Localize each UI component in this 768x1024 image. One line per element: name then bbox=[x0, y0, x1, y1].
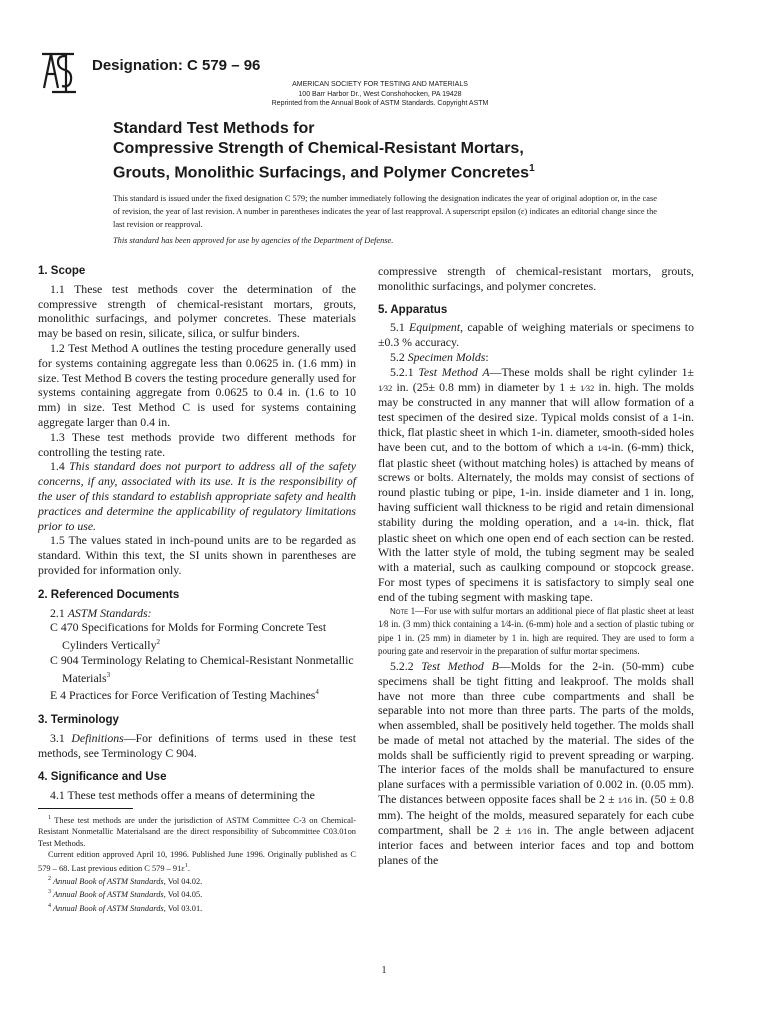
section-heading: 3. Terminology bbox=[38, 714, 119, 727]
paragraph: 1.4 This standard does not purport to address all of the safety concerns, if any, associated with its use. It is the responsibility of the user of this standard to establish appropriate safety and health practices and determine the applicability of regulatory limitations prior to use. bbox=[38, 459, 356, 533]
paragraph: 5.2 Specimen Molds: bbox=[390, 349, 489, 364]
reprint-notice: Reprinted from the Annual Book of ASTM Standards. Copyright ASTM bbox=[271, 100, 489, 107]
note: Note 1—For use with sulfur mortars an additional piece of flat plastic sheet at least 1⁄8 in. (3 mm) thick containing a 1⁄4-in. (6-mm) hole and a section of plastic tubing or pipe 1 in. (25 mm) in diameter by 1 in. high are required. They are used to form a pouring gate and reservoir in the preparation of sulfur mortar specimens. bbox=[378, 605, 694, 657]
designation: Designation: C 579 – 96 bbox=[92, 57, 261, 74]
paragraph: 1.3 These test methods provide two different methods for controlling the testing rate. bbox=[38, 429, 356, 459]
paragraph: 3.1 Definitions—For definitions of terms used in these test methods, see Terminology C 904. bbox=[38, 730, 356, 760]
footnote: $^3$ Annual Book of ASTM Standards, Vol 04.05. bbox=[48, 889, 203, 900]
page-number: 1 bbox=[381, 965, 387, 976]
title-line: Compressive Strength of Chemical-Resistant Mortars, bbox=[113, 140, 524, 157]
paragraph: compressive strength of chemical-resistant mortars, grouts, monolithic surfacings, and polymer concretes. bbox=[378, 264, 694, 293]
left-column bbox=[38, 264, 356, 803]
reference-item: C 904 Terminology Relating to Chemical-Resistant Nonmetallic Materials$^3$ bbox=[50, 652, 354, 685]
section-heading: 1. Scope bbox=[38, 265, 86, 277]
paragraph: 1.5 The values stated in inch-pound units are to be regarded as standard. Within this text, the SI units shown in parentheses are provided for information only. bbox=[38, 533, 356, 577]
section-heading: 5. Apparatus bbox=[378, 303, 448, 316]
right-column bbox=[378, 264, 694, 868]
footnote: $^1$ These test methods are under the jurisdiction of ASTM Committee C-3 on Chemical-Resistant Nonmetallic Materialsand are the direct responsibility of Subcommittee C03.01on Test Methods. bbox=[38, 815, 356, 848]
footnote-divider bbox=[38, 808, 133, 809]
paragraph: 5.2.1 Test Method A—These molds shall be right cylinder 1± 1⁄32 in. (25± 0.8 mm) in diameter by 1 ± 1⁄32 in. high. The molds may be constructed in any manner that will allow formation of a test specimen of the desired size. Typical molds consist of a 1-in. thick, flat plastic sheet in which 1-in. diameter, smooth-sided holes have been cut, and to the bottom of which a 1⁄4-in. (6-mm) thick, flat plastic sheet (without matching holes) is attached by means of screws or bolts. Alternately, the molds may consist of sections of round plastic tubing or pipe, 1-in. inside diameter and 1 in. long, having sufficient wall thickness to be rigid and retain dimensional stability during the molding operation, and a 1⁄4-in. thick, flat plastic sheet on which one open end of each section can be rested. With the latter style of mold, the tubing segment may be sealed with a material, such as caulking compound or stopcock grease. For most types of specimens it is satisfactory to simply seal one end of the tubing segment with masking tape. bbox=[378, 364, 695, 604]
section-heading: 4. Significance and Use bbox=[38, 771, 167, 784]
reference-item: E 4 Practices for Force Verification of Testing Machines$^4$ bbox=[50, 688, 319, 703]
footnote: $^4$ Annual Book of ASTM Standards, Vol 03.01. bbox=[48, 902, 203, 913]
title-line: Standard Test Methods for bbox=[113, 120, 315, 137]
paragraph: 1.1 These test methods cover the determination of the compressive strength of chemical-resistant mortars, grouts, monolithic surfacings, and polymer concretes. These materials may be based on resin, silicate, silica, or sulfur binders. bbox=[38, 281, 356, 341]
publisher-block bbox=[210, 80, 550, 109]
reference-item: C 470 Specifications for Molds for Forming Concrete Test Cylinders Vertically$^2$ bbox=[50, 620, 327, 653]
astm-logo-icon bbox=[38, 48, 78, 96]
paragraph: 4.1 These test methods offer a means of determining the bbox=[50, 788, 315, 803]
publisher-name: AMERICAN SOCIETY FOR TESTING AND MATERIALS bbox=[292, 81, 468, 88]
section-heading: 2. Referenced Documents bbox=[38, 588, 180, 601]
paragraph: 2.1 ASTM Standards: bbox=[50, 605, 152, 620]
approval-statement: This standard has been approved for use by agencies of the Department of Defense. bbox=[113, 236, 394, 245]
paragraph: 5.2.2 Test Method B—Molds for the 2-in. (50-mm) cube specimens shall be tight fitting and leakproof. The molds shall have not more than three cube compartments and shall be separable into not more than three parts. The parts of the molds, when assembled, shall be positively held together. The molds shall be made of metal not attached by the material. The sides of the molds shall be sufficiently rigid to prevent spreading or warping. The interior faces of the molds shall be manufactured to ensure plane surfaces with a permissible variation of 0.002 in. (0.05 mm). The distances between opposite faces shall be 2 ± 1⁄16 in. (50 ± 0.8 mm). The height of the molds, measured separately for each cube compartment, shall be 2 ± 1⁄16 in. The angle between adjacent interior faces and between interior faces and top and bottom planes of the bbox=[378, 658, 695, 868]
designation-notice: This standard is issued under the fixed designation C 579; the number immediately following the designation indicates the year of original adoption or, in the case of revision, the year of last revision. A number in parentheses indicates the year of last reapproval. A superscript epsilon (ε) indicates an editorial change since the last revision or reapproval. bbox=[113, 194, 657, 229]
footnote-mark: 1 bbox=[529, 163, 535, 174]
document-title bbox=[113, 119, 673, 183]
title-line: Grouts, Monolithic Surfacings, and Polymer Concretes$^1$ bbox=[113, 163, 535, 182]
publisher-address: 100 Barr Harbor Dr., West Conshohocken, PA 19428 bbox=[298, 90, 462, 98]
footnotes bbox=[38, 808, 356, 914]
paragraph: 1.2 Test Method A outlines the testing procedure generally used for systems containing aggregate less than 0.0625 in. (1.6 mm) in size. Test Method B covers the testing procedure generally used for systems containing aggregate from 0.0625 to 0.4 in. (1.6 to 10 mm) in size. Test Method C is used for systems containing aggregate larger than 0.4 in. bbox=[38, 340, 356, 429]
paragraph: 5.1 Equipment, capable of weighing materials or specimens to ±0.3 % accuracy. bbox=[378, 320, 694, 350]
footnote: $^2$ Annual Book of ASTM Standards, Vol 04.02. bbox=[48, 876, 203, 886]
footnote: Current edition approved April 10, 1996. Published June 1996. Originally published as C 579 – 68. Last previous edition C $579 - 91\varepsilon^1$. bbox=[38, 850, 356, 873]
